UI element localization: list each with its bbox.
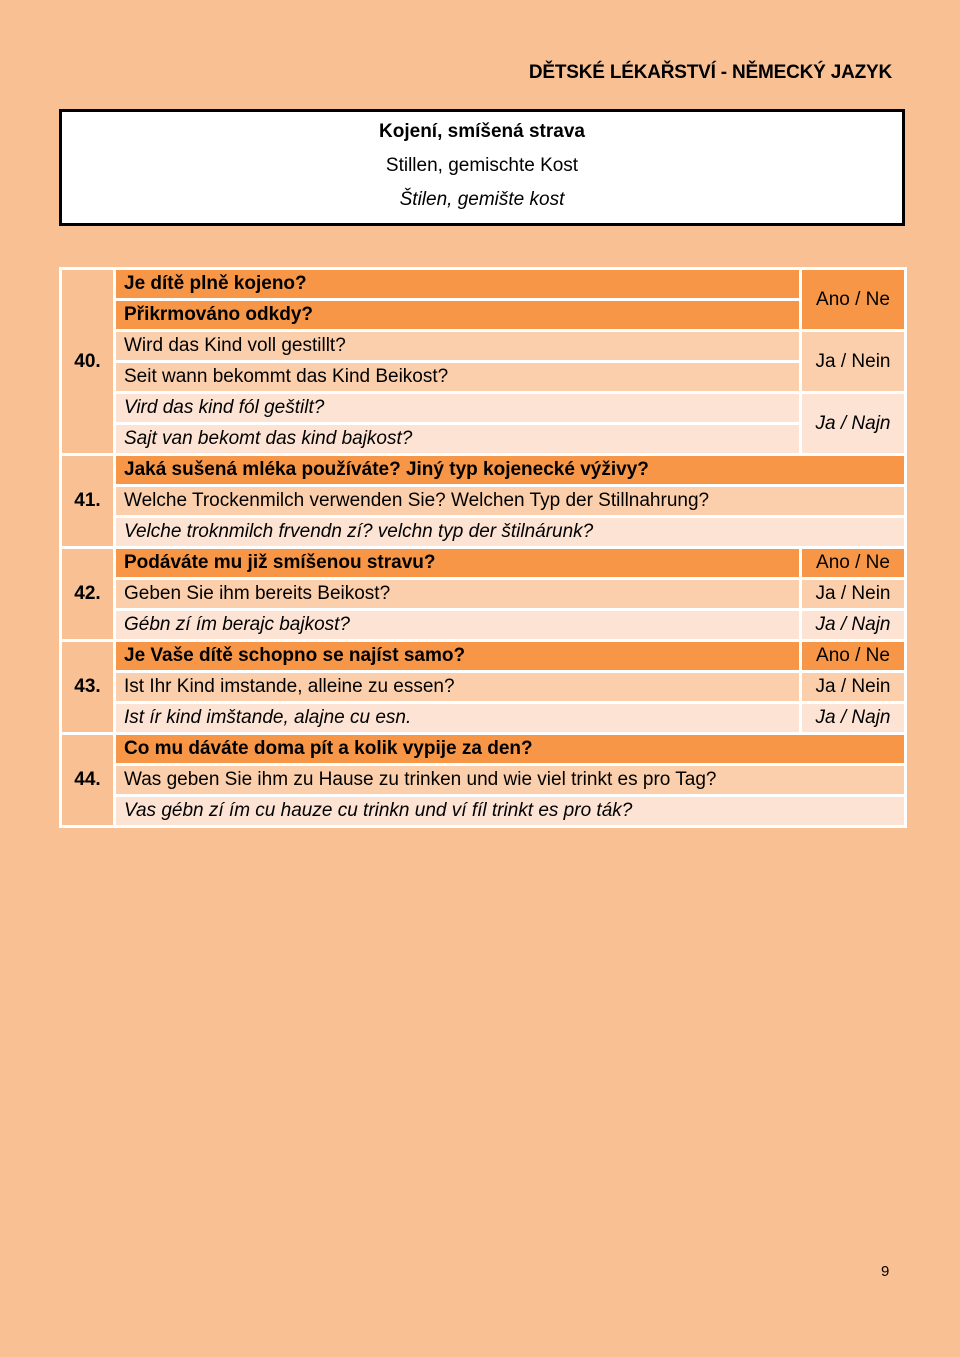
question-42-cz: Podáváte mu již smíšenou stravu? [115,548,801,579]
section-title-de: Stillen, gemischte Kost [385,155,579,176]
table-row [61,331,906,362]
question-44-ph: Vas gébn zí ím cu hauze cu trinkn und ví fíl trinkt es pro ták? [115,796,906,827]
table-row [61,672,906,703]
question-table [59,267,907,828]
question-44-de: Was geben Sie ihm zu Hause zu trinken und wie viel trinkt es pro Tag? [115,765,906,796]
question-40-de-line-2: Seit wann bekommt das Kind Beikost? [115,362,801,393]
question-41-cz: Jaká sušená mléka používáte? Jiný typ kojenecké výživy? [115,455,906,486]
page-number: 9 [881,1263,890,1280]
question-number-42: 42. [61,548,115,641]
question-number-40: 40. [61,269,115,455]
table-row [61,641,906,672]
answer-43-ph: Ja / Najn [801,703,906,734]
table-row [61,579,906,610]
table-row [61,610,906,641]
question-43-cz: Je Vaše dítě schopno se najíst samo? [115,641,801,672]
table-row [61,548,906,579]
answer-40-de: Ja / Nein [801,331,906,393]
table-row [61,424,906,455]
question-42-ph: Gébn zí ím berajc bajkost? [115,610,801,641]
page-header-title: DĚTSKÉ LÉKAŘSTVÍ - NĚMECKÝ JAZYK [528,62,892,83]
question-43-de: Ist Ihr Kind imstande, alleine zu essen? [115,672,801,703]
question-40-ph-line-1: Vird das kind fól geštilt? [115,393,801,424]
table-row [61,486,906,517]
table-row [61,765,906,796]
section-title-cz: Kojení, smíšená strava [379,121,585,142]
table-row [61,796,906,827]
question-40-ph-line-2: Sajt van bekomt das kind bajkost? [115,424,801,455]
answer-40-cz: Ano / Ne [801,269,906,331]
question-40-de-line-1: Wird das Kind voll gestillt? [115,331,801,362]
table-row [61,362,906,393]
question-43-ph: Ist ír kind imštande, alajne cu esn. [115,703,801,734]
section-title-box [59,109,905,226]
answer-42-de: Ja / Nein [801,579,906,610]
question-41-ph: Velche troknmilch frvendn zí? velchn typ der štilnárunk? [115,517,906,548]
question-44-cz: Co mu dáváte doma pít a kolik vypije za den? [115,734,906,765]
answer-43-cz: Ano / Ne [801,641,906,672]
question-42-de: Geben Sie ihm bereits Beikost? [115,579,801,610]
question-number-43: 43. [61,641,115,734]
table-row [61,703,906,734]
question-40-cz-line-1: Je dítě plně kojeno? [115,269,801,300]
answer-42-ph: Ja / Najn [801,610,906,641]
answer-40-ph: Ja / Najn [801,393,906,455]
question-number-44: 44. [61,734,115,827]
table-row [61,269,906,300]
question-41-de: Welche Trockenmilch verwenden Sie? Welchen Typ der Stillnahrung? [115,486,906,517]
table-row [61,455,906,486]
table-row [61,517,906,548]
question-40-cz-line-2: Přikrmováno odkdy? [115,300,801,331]
section-title-phonetic: Štilen, gemište kost [399,189,565,210]
table-row [61,300,906,331]
answer-42-cz: Ano / Ne [801,548,906,579]
question-number-41: 41. [61,455,115,548]
table-row [61,734,906,765]
answer-43-de: Ja / Nein [801,672,906,703]
table-row [61,393,906,424]
